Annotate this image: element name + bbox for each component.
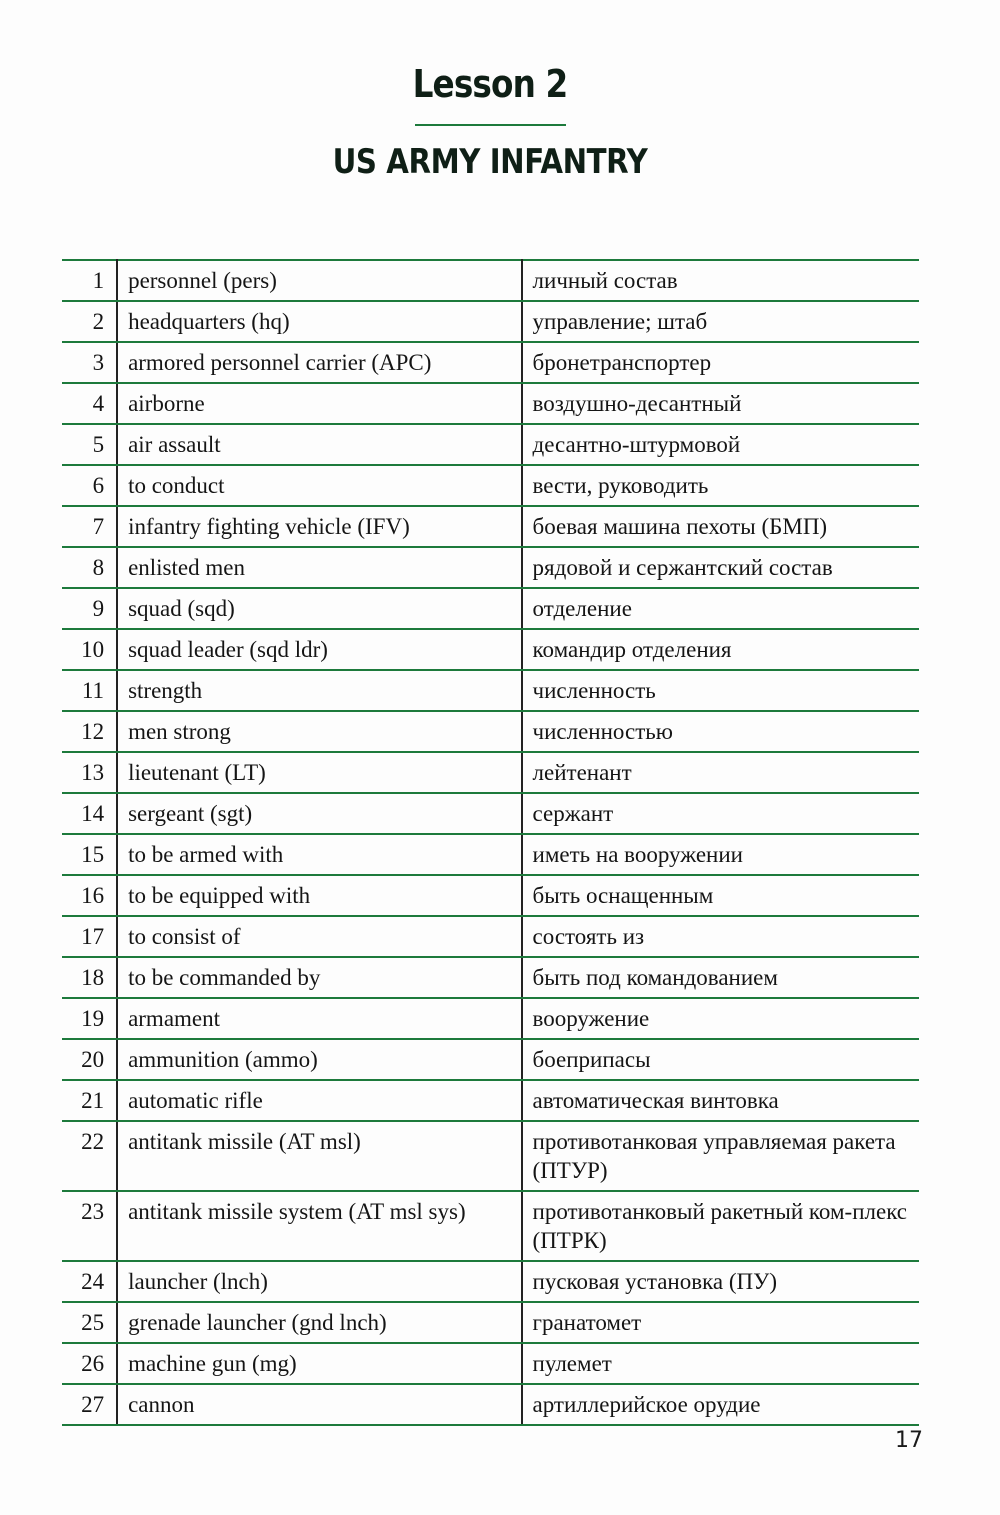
table-row — [62, 793, 919, 834]
section-title: US ARMY INFANTRY — [332, 142, 648, 182]
russian-translation: боеприпасы — [522, 1039, 919, 1080]
row-number: 11 — [62, 670, 117, 711]
russian-translation: быть под командованием — [522, 957, 919, 998]
english-term: to conduct — [117, 465, 521, 506]
row-number: 3 — [62, 342, 117, 383]
russian-translation: быть оснащенным — [522, 875, 919, 916]
table-row — [62, 383, 919, 424]
row-number: 7 — [62, 506, 117, 547]
row-number: 22 — [62, 1121, 117, 1191]
table-row — [62, 1039, 919, 1080]
table-row — [62, 834, 919, 875]
table-row — [62, 260, 919, 301]
row-number: 2 — [62, 301, 117, 342]
table-row — [62, 670, 919, 711]
english-term: launcher (lnch) — [117, 1261, 521, 1302]
english-term: grenade launcher (gnd lnch) — [117, 1302, 521, 1343]
lesson-title: Lesson 2 — [412, 62, 568, 106]
table-row — [62, 1191, 919, 1261]
english-term: air assault — [117, 424, 521, 465]
russian-translation: бронетранспортер — [522, 342, 919, 383]
english-term: cannon — [117, 1384, 521, 1425]
table-row — [62, 1343, 919, 1384]
russian-translation: управление; штаб — [522, 301, 919, 342]
russian-translation: пусковая установка (ПУ) — [522, 1261, 919, 1302]
russian-translation: противотанковая управляемая ракета (ПТУР) — [522, 1121, 919, 1191]
table-row — [62, 465, 919, 506]
row-number: 6 — [62, 465, 117, 506]
row-number: 4 — [62, 383, 117, 424]
title-divider — [415, 124, 566, 126]
table-row — [62, 711, 919, 752]
russian-translation: личный состав — [522, 260, 919, 301]
row-number: 21 — [62, 1080, 117, 1121]
english-term: automatic rifle — [117, 1080, 521, 1121]
russian-translation: лейтенант — [522, 752, 919, 793]
russian-translation: численностью — [522, 711, 919, 752]
table-row — [62, 1080, 919, 1121]
row-number: 26 — [62, 1343, 117, 1384]
row-number: 27 — [62, 1384, 117, 1425]
row-number: 13 — [62, 752, 117, 793]
table-row — [62, 342, 919, 383]
table-row — [62, 998, 919, 1039]
russian-translation: отделение — [522, 588, 919, 629]
english-term: infantry fighting vehicle (IFV) — [117, 506, 521, 547]
russian-translation: боевая машина пехоты (БМП) — [522, 506, 919, 547]
english-term: personnel (pers) — [117, 260, 521, 301]
row-number: 10 — [62, 629, 117, 670]
row-number: 5 — [62, 424, 117, 465]
russian-translation: рядовой и сержантский состав — [522, 547, 919, 588]
english-term: to consist of — [117, 916, 521, 957]
row-number: 20 — [62, 1039, 117, 1080]
table-row — [62, 629, 919, 670]
row-number: 25 — [62, 1302, 117, 1343]
english-term: lieutenant (LT) — [117, 752, 521, 793]
table-row — [62, 1121, 919, 1191]
english-term: squad leader (sqd ldr) — [117, 629, 521, 670]
russian-translation: артиллерийское орудие — [522, 1384, 919, 1425]
row-number: 9 — [62, 588, 117, 629]
page-number: 17 — [895, 1428, 923, 1453]
english-term: antitank missile (AT msl) — [117, 1121, 521, 1191]
table-row — [62, 752, 919, 793]
table-row — [62, 875, 919, 916]
english-term: armament — [117, 998, 521, 1039]
row-number: 14 — [62, 793, 117, 834]
russian-translation: десантно-штурмовой — [522, 424, 919, 465]
english-term: sergeant (sgt) — [117, 793, 521, 834]
english-term: antitank missile system (AT msl sys) — [117, 1191, 521, 1261]
russian-translation: командир отделения — [522, 629, 919, 670]
row-number: 12 — [62, 711, 117, 752]
english-term: machine gun (mg) — [117, 1343, 521, 1384]
table-row — [62, 957, 919, 998]
row-number: 18 — [62, 957, 117, 998]
russian-translation: автоматическая винтовка — [522, 1080, 919, 1121]
english-term: ammunition (ammo) — [117, 1039, 521, 1080]
english-term: to be equipped with — [117, 875, 521, 916]
russian-translation: воздушно-десантный — [522, 383, 919, 424]
english-term: strength — [117, 670, 521, 711]
table-row — [62, 547, 919, 588]
table-row — [62, 1261, 919, 1302]
row-number: 8 — [62, 547, 117, 588]
english-term: to be commanded by — [117, 957, 521, 998]
english-term: airborne — [117, 383, 521, 424]
row-number: 19 — [62, 998, 117, 1039]
english-term: to be armed with — [117, 834, 521, 875]
russian-translation: сержант — [522, 793, 919, 834]
table-row — [62, 424, 919, 465]
vocabulary-table — [62, 259, 919, 1426]
table-row — [62, 301, 919, 342]
english-term: squad (sqd) — [117, 588, 521, 629]
russian-translation: состоять из — [522, 916, 919, 957]
table-row — [62, 1384, 919, 1425]
russian-translation: численность — [522, 670, 919, 711]
russian-translation: иметь на вооружении — [522, 834, 919, 875]
russian-translation: противотанковый ракетный ком-плекс (ПТРК) — [522, 1191, 919, 1261]
row-number: 15 — [62, 834, 117, 875]
row-number: 1 — [62, 260, 117, 301]
vocabulary-table-body — [62, 260, 919, 1425]
row-number: 24 — [62, 1261, 117, 1302]
english-term: armored personnel carrier (APC) — [117, 342, 521, 383]
table-row — [62, 588, 919, 629]
russian-translation: гранатомет — [522, 1302, 919, 1343]
russian-translation: вести, руководить — [522, 465, 919, 506]
table-row — [62, 1302, 919, 1343]
english-term: men strong — [117, 711, 521, 752]
english-term: headquarters (hq) — [117, 301, 521, 342]
table-row — [62, 506, 919, 547]
russian-translation: пулемет — [522, 1343, 919, 1384]
row-number: 23 — [62, 1191, 117, 1261]
row-number: 16 — [62, 875, 117, 916]
russian-translation: вооружение — [522, 998, 919, 1039]
english-term: enlisted men — [117, 547, 521, 588]
table-row — [62, 916, 919, 957]
row-number: 17 — [62, 916, 117, 957]
